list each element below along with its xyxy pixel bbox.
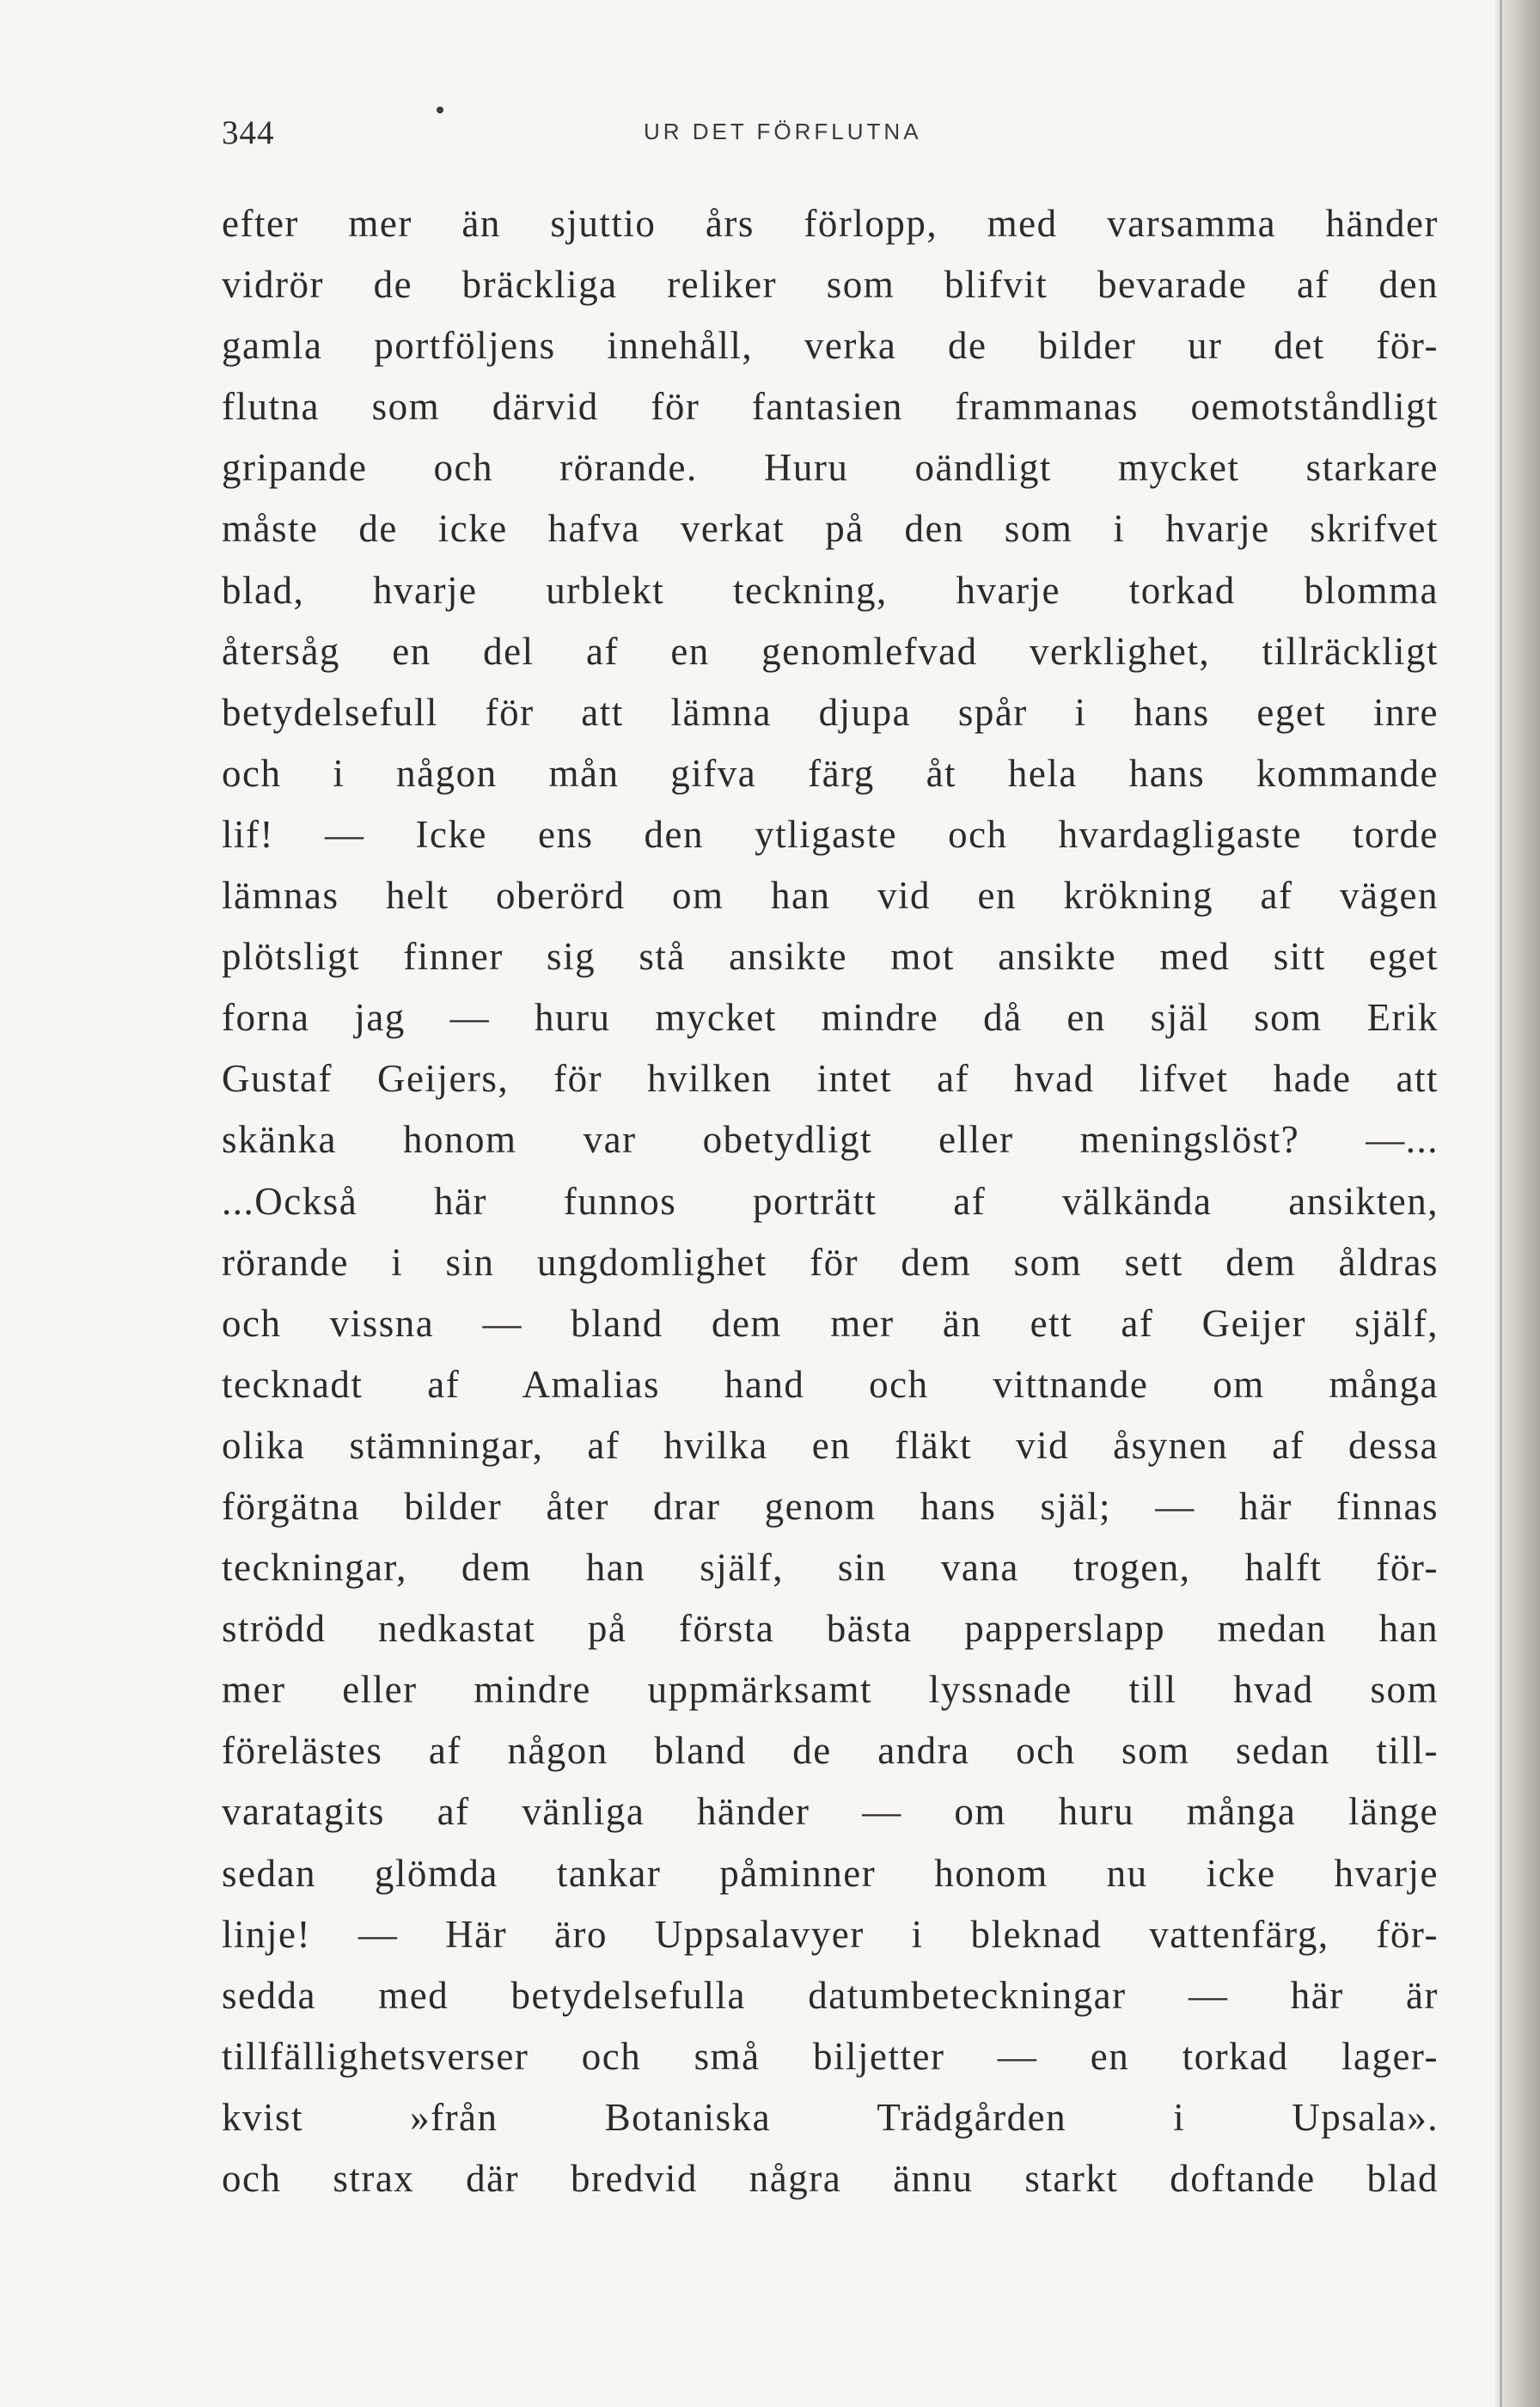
text-line: sedda med betydelsefulla datumbeteckningar — här är bbox=[222, 1973, 1439, 2017]
header-dot-mark bbox=[437, 107, 443, 113]
text-line: flutna som därvid för fantasien frammanas oemotståndligt bbox=[222, 385, 1439, 429]
text-line: skänka honom var obetydligt eller meningslöst? —... bbox=[222, 1118, 1439, 1162]
text-line: lif! — Icke ens den ytligaste och hvardagligaste torde bbox=[222, 812, 1439, 856]
text-line: lämnas helt oberörd om han vid en krökning af vägen bbox=[222, 874, 1439, 918]
text-line: ...Också här funnos porträtt af välkända ansikten, bbox=[222, 1179, 1439, 1223]
running-header bbox=[222, 107, 1442, 158]
text-line: förgätna bilder åter drar genom hans själ; — här finnas bbox=[222, 1484, 1439, 1528]
text-line: gamla portföljens innehåll, verka de bilder ur det för- bbox=[222, 324, 1439, 368]
text-line: linje! — Här äro Uppsalavyer i bleknad vattenfärg, för- bbox=[222, 1912, 1439, 1956]
text-line: måste de icke hafva verkat på den som i hvarje skrifvet bbox=[222, 507, 1439, 551]
text-line: och strax där bredvid några ännu starkt doftande blad bbox=[222, 2157, 1439, 2200]
text-line: varatagits af vänliga händer — om huru många länge bbox=[222, 1790, 1439, 1834]
text-line: plötsligt finner sig stå ansikte mot ansikte med sitt eget bbox=[222, 935, 1439, 979]
running-title: UR DET FÖRFLUTNA bbox=[644, 119, 922, 144]
text-line: och i någon mån gifva färg åt hela hans kommande bbox=[222, 751, 1439, 795]
page-edge-line bbox=[1500, 0, 1502, 2407]
text-line: tecknadt af Amalias hand och vittnande om många bbox=[222, 1362, 1439, 1406]
text-line: gripande och rörande. Huru oändligt mycket starkare bbox=[222, 446, 1439, 490]
text-line: sedan glömda tankar påminner honom nu icke hvarje bbox=[222, 1851, 1439, 1895]
text-line: teckningar, dem han själf, sin vana trogen, halft för- bbox=[222, 1546, 1439, 1590]
page-number: 344 bbox=[222, 114, 275, 151]
text-line: tillfällighetsverser och små biljetter — en torkad lager- bbox=[222, 2034, 1439, 2078]
text-line: forna jag — huru mycket mindre då en själ som Erik bbox=[222, 996, 1439, 1040]
text-line: återsåg en del af en genomlefvad verklighet, tillräckligt bbox=[222, 629, 1439, 673]
text-line: mer eller mindre uppmärksamt lyssnade till hvad som bbox=[222, 1668, 1439, 1712]
text-line: vidrör de bräckliga reliker som blifvit bevarade af den bbox=[222, 263, 1439, 307]
text-line: kvist »från Botaniska Trädgården i Upsala». bbox=[222, 2095, 1439, 2139]
text-line: rörande i sin ungdomlighet för dem som sett dem åldras bbox=[222, 1240, 1439, 1284]
text-line: strödd nedkastat på första bästa papperslapp medan han bbox=[222, 1607, 1439, 1651]
text-line: Gustaf Geijers, för hvilken intet af hvad lifvet hade att bbox=[222, 1057, 1439, 1101]
text-line: förelästes af någon bland de andra och som sedan till- bbox=[222, 1729, 1439, 1773]
body-text bbox=[222, 193, 1439, 2209]
text-line: blad, hvarje urblekt teckning, hvarje torkad blomma bbox=[222, 568, 1439, 612]
text-line: olika stämningar, af hvilka en fläkt vid åsynen af dessa bbox=[222, 1423, 1439, 1467]
text-line: efter mer än sjuttio års förlopp, med varsamma händer bbox=[222, 202, 1439, 245]
text-line: och vissna — bland dem mer än ett af Geijer själf, bbox=[222, 1301, 1439, 1345]
text-line: betydelsefull för att lämna djupa spår i hans eget inre bbox=[222, 690, 1439, 734]
